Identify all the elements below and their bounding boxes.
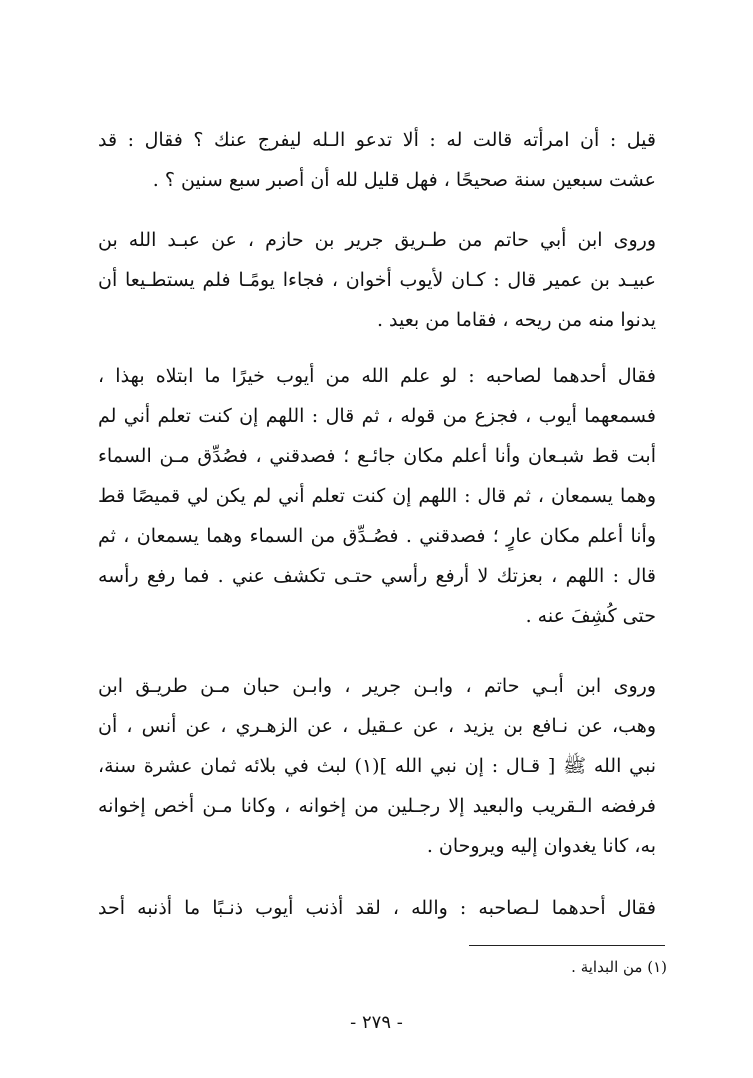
- footnote-divider: [469, 945, 665, 946]
- text-line: يدنوا منه من ريحه ، فقاما من بعيد .: [376, 309, 656, 331]
- paragraph-3: [98, 356, 656, 636]
- text-line: قيل : أن امرأته قالت له : ألا تدعو الـله ليفرج عنك ؟ فقال : قد: [98, 129, 656, 151]
- text-line: عشت سبعين سنة صحيحًا ، فهل قليل لله أن أصبر سبع سنين ؟ .: [152, 169, 656, 191]
- text-line: وهما يسمعان ، ثم قال : اللهم إن كنت تعلم أني لم يكن لي قميصًا قط: [98, 485, 656, 507]
- text-line: وأنا أعلم مكان عارٍ ؛ فصدقني . فصُـدِّق من السماء وهما يسمعان ، ثم: [98, 525, 656, 547]
- text-line: وهب، عن نـافع بن يزيد ، عن عـقيل ، عن الزهـري ، عن أنس ، أن: [98, 715, 656, 737]
- text-line: حتى كُشِفَ عنه .: [525, 605, 656, 627]
- text-line: عبيـد بن عمير قال : كـان لأيوب أخوان ، فجاءا يومًـا فلم يستطـيعا أن: [98, 269, 656, 291]
- text-line: نبي الله ﷺ [ قـال : إن نبي الله ](١) لبث في بلائه ثمان عشرة سنة،: [98, 755, 656, 777]
- text-line: فسمعهما أيوب ، فجزع من قوله ، ثم قال : اللهم إن كنت تعلم أني لم: [98, 405, 656, 427]
- text-line: قال : اللهم ، بعزتك لا أرفع رأسي حتـى تكشف عني . فما رفع رأسه: [98, 565, 656, 587]
- page-number: - ٢٧٩ -: [350, 1012, 403, 1033]
- paragraph-2: [98, 220, 656, 340]
- text-line: فقال أحدهما لصاحبه : لو علم الله من أيوب خيرًا ما ابتلاه بهذا ،: [98, 365, 656, 387]
- text-line: أبت قط شبـعان وأنا أعلم مكان جائـع ؛ فصدقني ، فصُدِّق مـن السماء: [98, 445, 656, 467]
- text-line: به، كانا يغدوان إليه ويروحان .: [426, 835, 656, 857]
- text-line: وروى ابن أبي حاتم من طـريق جرير بن حازم ، عن عبـد الله بن: [98, 229, 656, 251]
- paragraph-4: [98, 666, 656, 866]
- text-line: فقال أحدهما لـصاحبه : والله ، لقد أذنب أيوب ذنـبًا ما أذنبه أحد: [98, 897, 656, 919]
- text-line: وروى ابن أبـي حاتم ، وابـن جرير ، وابـن حبان مـن طريـق ابن: [98, 675, 656, 697]
- paragraph-5: [98, 888, 656, 928]
- text-line: فرفضه الـقريب والبعيد إلا رجـلين من إخوانه ، وكانا مـن أخص إخوانه: [98, 795, 656, 817]
- footnote: (١) من البداية .: [571, 958, 667, 976]
- paragraph-1: [98, 120, 656, 200]
